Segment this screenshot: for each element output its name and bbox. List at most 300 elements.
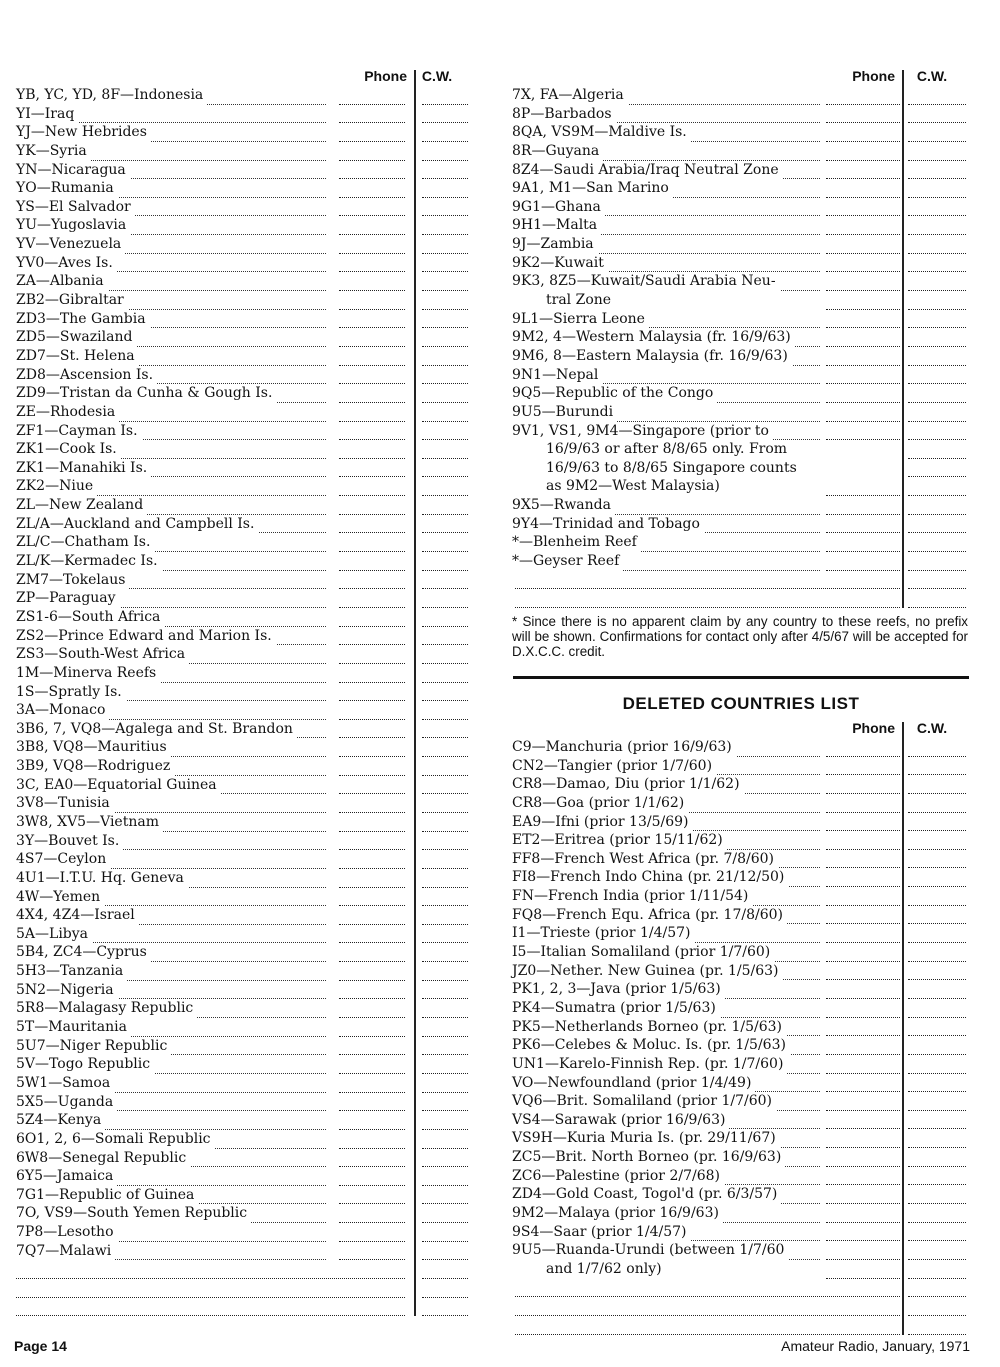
cw-check-field — [422, 552, 468, 571]
phone-check-field — [826, 1092, 900, 1111]
phone-check-field — [339, 794, 405, 813]
country-label: PK5—Netherlands Borneo (pr. 1/5/63) — [512, 1018, 786, 1037]
country-row — [14, 515, 469, 534]
cw-check-field — [422, 123, 468, 142]
cw-check-field — [908, 589, 966, 608]
country-row — [14, 216, 469, 235]
phone-check-field — [826, 1036, 900, 1055]
cw-check-field — [422, 571, 468, 590]
phone-check-field — [339, 776, 405, 795]
country-row — [510, 533, 970, 552]
phone-check-field — [339, 179, 405, 198]
blank-entry-field — [16, 1298, 405, 1317]
country-label: *—Blenheim Reef — [512, 533, 641, 552]
country-row — [14, 943, 469, 962]
phone-check-field — [339, 123, 405, 142]
country-row — [14, 477, 469, 496]
cw-check-field — [908, 161, 966, 180]
phone-check-field — [339, 459, 405, 478]
country-label: 9M6, 8—Eastern Malaysia (fr. 16/9/63) — [512, 347, 792, 366]
country-row — [14, 1037, 469, 1056]
column-separator — [414, 70, 416, 1316]
country-row — [14, 869, 469, 888]
country-row — [14, 757, 469, 776]
country-label: 9M2, 4—Western Malaysia (fr. 16/9/63) — [512, 328, 795, 347]
left-column — [14, 66, 469, 1316]
blank-row — [510, 571, 970, 590]
cw-check-field — [908, 1129, 966, 1148]
phone-check-field — [339, 1242, 405, 1261]
phone-check-field — [826, 943, 900, 962]
country-label: 5T—Mauritania — [16, 1018, 131, 1037]
cw-check-field — [908, 868, 966, 887]
country-label: ZK1—Cook Is. — [16, 440, 121, 459]
phone-check-field — [826, 1167, 900, 1186]
country-row — [510, 1185, 970, 1204]
country-row — [14, 86, 469, 105]
country-label: 3V8—Tunisia — [16, 794, 114, 813]
cw-check-field — [422, 645, 468, 664]
country-row — [14, 888, 469, 907]
country-label: ZC5—Brit. North Borneo (pr. 16/9/63) — [512, 1148, 785, 1167]
cw-check-field — [422, 86, 468, 105]
country-row — [14, 645, 469, 664]
phone-check-field — [339, 366, 405, 385]
cw-check-field — [908, 328, 966, 347]
country-label: 9K3, 8Z5—Kuwait/Saudi Arabia Neu- — [512, 272, 780, 291]
deleted-countries-title: DELETED COUNTRIES LIST — [622, 694, 860, 713]
phone-check-field — [339, 161, 405, 180]
country-row — [510, 291, 970, 310]
country-label: 9Y4—Trinidad and Tobago — [512, 515, 704, 534]
country-label: ZS2—Prince Edward and Marion Is. — [16, 627, 276, 646]
phone-check-field — [339, 1018, 405, 1037]
cw-check-field — [422, 179, 468, 198]
left-country-list — [14, 86, 469, 1316]
cw-check-field — [422, 925, 468, 944]
country-label: ZD7—St. Helena — [16, 347, 139, 366]
country-row — [14, 1055, 469, 1074]
country-label: ZE—Rhodesia — [16, 403, 119, 422]
country-row — [510, 794, 970, 813]
phone-check-field — [339, 310, 405, 329]
page-number: Page 14 — [14, 1338, 67, 1354]
cw-check-field — [908, 347, 966, 366]
deleted-column-header — [510, 718, 970, 738]
cw-check-field — [908, 272, 966, 291]
phone-check-field — [826, 552, 900, 571]
phone-check-field — [339, 645, 405, 664]
cw-check-field — [908, 440, 966, 459]
phone-check-field — [826, 1260, 900, 1279]
cw-check-field — [422, 496, 468, 515]
cw-check-field — [422, 1186, 468, 1205]
reef-footnote: * Since there is no apparent claim by any country to these reefs, no prefix will be shown. Confirmations for contact only after 4/5/67 will be accepted for D.X.C.C. credit. — [512, 614, 968, 659]
country-label: YU—Yugoslavia — [16, 216, 130, 235]
country-label: 5Z4—Kenya — [16, 1111, 105, 1130]
country-row — [14, 850, 469, 869]
country-label: ZP—Paraguay — [16, 589, 120, 608]
country-row — [510, 422, 970, 441]
phone-check-field — [339, 552, 405, 571]
country-row — [510, 1260, 970, 1279]
phone-check-field — [339, 701, 405, 720]
country-row — [14, 1074, 469, 1093]
phone-check-field — [826, 422, 900, 441]
cw-check-field — [422, 1167, 468, 1186]
cw-check-field — [908, 310, 966, 329]
phone-check-field — [826, 328, 900, 347]
phone-check-field — [826, 198, 900, 217]
cw-check-field — [908, 552, 966, 571]
country-label: YO—Rumania — [16, 179, 118, 198]
phone-check-field — [339, 1204, 405, 1223]
phone-check-field — [339, 888, 405, 907]
cw-check-field — [908, 477, 966, 496]
phone-check-field — [339, 664, 405, 683]
cw-check-field — [422, 1242, 468, 1261]
country-label: 9A1, M1—San Marino — [512, 179, 673, 198]
phone-check-field — [826, 1018, 900, 1037]
cw-check-field — [908, 1111, 966, 1130]
phone-check-field — [826, 179, 900, 198]
country-label: 7X, FA—Algeria — [512, 86, 628, 105]
country-label: VS9H—Kuria Muria Is. (pr. 29/11/67) — [512, 1129, 780, 1148]
country-row — [510, 887, 970, 906]
country-label: 6W8—Senegal Republic — [16, 1149, 190, 1168]
country-label: 8Z4—Saudi Arabia/Iraq Neutral Zone — [512, 161, 783, 180]
phone-check-field — [826, 254, 900, 273]
country-row — [510, 1204, 970, 1223]
phone-check-field — [826, 1074, 900, 1093]
country-row — [510, 738, 970, 757]
phone-check-field — [339, 627, 405, 646]
country-label: 5R8—Malagasy Republic — [16, 999, 197, 1018]
phone-check-field — [826, 403, 900, 422]
phone-check-field — [339, 440, 405, 459]
country-row — [14, 664, 469, 683]
cw-header: C.W. — [421, 68, 453, 84]
phone-check-field — [826, 999, 900, 1018]
phone-check-field — [339, 254, 405, 273]
cw-check-field — [908, 459, 966, 478]
country-label: YV0—Aves Is. — [16, 254, 117, 273]
country-row — [510, 216, 970, 235]
phone-check-field — [339, 1186, 405, 1205]
country-label: ZD4—Gold Coast, Togol'd (pr. 6/3/57) — [512, 1185, 781, 1204]
country-label: YS—El Salvador — [16, 198, 135, 217]
country-label: 7P8—Lesotho — [16, 1223, 118, 1242]
country-row — [510, 310, 970, 329]
country-label: *—Geyser Reef — [512, 552, 623, 571]
country-label: YJ—New Hebrides — [16, 123, 151, 142]
cw-check-field — [422, 999, 468, 1018]
country-label: 9X5—Rwanda — [512, 496, 615, 515]
country-row — [14, 925, 469, 944]
country-row — [510, 552, 970, 571]
cw-check-field — [908, 1036, 966, 1055]
phone-check-field — [826, 775, 900, 794]
cw-check-field — [908, 515, 966, 534]
cw-check-field — [422, 477, 468, 496]
phone-check-field — [826, 850, 900, 869]
phone-check-field — [339, 925, 405, 944]
country-label: ZF1—Cayman Is. — [16, 422, 142, 441]
phone-check-field — [339, 533, 405, 552]
cw-check-field — [908, 105, 966, 124]
country-row — [14, 105, 469, 124]
cw-check-field — [908, 235, 966, 254]
phone-check-field — [339, 496, 405, 515]
country-label: VO—Newfoundland (prior 1/4/49) — [512, 1074, 755, 1093]
cw-check-field — [908, 1055, 966, 1074]
country-row — [510, 1241, 970, 1260]
cw-check-field — [908, 831, 966, 850]
cw-check-field — [422, 161, 468, 180]
cw-check-field — [422, 1130, 468, 1149]
country-label: CR8—Damao, Diu (prior 1/1/62) — [512, 775, 744, 794]
country-row — [14, 422, 469, 441]
country-label: 7Q7—Malawi — [16, 1242, 115, 1261]
blank-row — [14, 1260, 469, 1279]
cw-check-field — [422, 757, 468, 776]
cw-check-field — [422, 403, 468, 422]
country-row — [14, 272, 469, 291]
deleted-country-list — [510, 738, 970, 1335]
country-row — [510, 757, 970, 776]
country-row — [510, 142, 970, 161]
country-label: 9U5—Ruanda-Urundi (between 1/7/60 — [512, 1241, 788, 1260]
cw-check-field — [422, 1260, 468, 1279]
country-label: 3Y—Bouvet Is. — [16, 832, 123, 851]
country-label: 9H1—Malta — [512, 216, 601, 235]
country-label: 9V1, VS1, 9M4—Singapore (prior to — [512, 422, 773, 441]
blank-entry-field — [16, 1260, 405, 1279]
phone-check-field — [339, 515, 405, 534]
country-row — [510, 123, 970, 142]
phone-check-field — [339, 943, 405, 962]
country-row — [510, 496, 970, 515]
country-label: EA9—Ifni (prior 13/5/69) — [512, 813, 693, 832]
country-row — [14, 1186, 469, 1205]
cw-check-field — [422, 1018, 468, 1037]
phone-check-field — [826, 738, 900, 757]
cw-check-field — [422, 832, 468, 851]
country-label: 9K2—Kuwait — [512, 254, 608, 273]
cw-check-field — [908, 571, 966, 590]
country-label: tral Zone — [546, 292, 612, 309]
country-label: 3B8, VQ8—Mauritius — [16, 738, 171, 757]
cw-check-field — [422, 347, 468, 366]
country-row — [14, 459, 469, 478]
country-label: FN—French India (prior 1/11/54) — [512, 887, 752, 906]
country-label: ZD9—Tristan da Cunha & Gough Is. — [16, 384, 276, 403]
phone-check-field — [339, 142, 405, 161]
cw-check-field — [908, 943, 966, 962]
country-row — [510, 962, 970, 981]
cw-check-field — [422, 813, 468, 832]
phone-check-field — [339, 999, 405, 1018]
country-row — [510, 272, 970, 291]
phone-check-field — [339, 869, 405, 888]
country-row — [14, 1093, 469, 1112]
country-row — [14, 123, 469, 142]
country-row — [14, 608, 469, 627]
country-label: VS4—Sarawak (prior 16/9/63) — [512, 1111, 729, 1130]
country-row — [510, 943, 970, 962]
country-label: ZB2—Gibraltar — [16, 291, 128, 310]
cw-check-field — [908, 924, 966, 943]
country-label: 1S—Spratly Is. — [16, 683, 126, 702]
cw-check-field — [422, 1223, 468, 1242]
country-label: PK1, 2, 3—Java (prior 1/5/63) — [512, 980, 725, 999]
country-row — [510, 924, 970, 943]
country-label: 9G1—Ghana — [512, 198, 605, 217]
cw-check-field — [422, 533, 468, 552]
country-row — [510, 1129, 970, 1148]
country-label: ZC6—Palestine (prior 2/7/68) — [512, 1167, 724, 1186]
phone-check-field — [339, 962, 405, 981]
country-row — [14, 720, 469, 739]
phone-check-field — [826, 962, 900, 981]
cw-check-field — [908, 1279, 966, 1298]
phone-check-field — [826, 496, 900, 515]
cw-check-field — [422, 627, 468, 646]
cw-check-field — [908, 1260, 966, 1279]
cw-check-field — [422, 235, 468, 254]
phone-check-field — [339, 1223, 405, 1242]
country-row — [14, 161, 469, 180]
country-row — [510, 515, 970, 534]
phone-check-field — [339, 198, 405, 217]
country-row — [510, 868, 970, 887]
country-row — [510, 477, 970, 496]
country-row — [510, 831, 970, 850]
cw-check-field — [908, 403, 966, 422]
country-row — [14, 235, 469, 254]
country-label: 5X5—Uganda — [16, 1093, 117, 1112]
country-row — [14, 776, 469, 795]
left-column-header — [14, 66, 469, 86]
phone-check-field — [339, 608, 405, 627]
country-row — [14, 813, 469, 832]
country-row — [14, 384, 469, 403]
cw-check-field — [422, 216, 468, 235]
cw-check-field — [908, 254, 966, 273]
phone-check-field — [826, 86, 900, 105]
right-country-list — [510, 86, 970, 608]
country-row — [510, 1223, 970, 1242]
cw-check-field — [422, 738, 468, 757]
country-label: 9L1—Sierra Leone — [512, 310, 649, 329]
country-label: C9—Manchuria (prior 16/9/63) — [512, 738, 736, 757]
phone-check-field — [826, 366, 900, 385]
country-row — [14, 571, 469, 590]
column-separator — [902, 722, 904, 1335]
country-label: 5W1—Samoa — [16, 1074, 114, 1093]
country-label: ZL/A—Auckland and Campbell Is. — [16, 515, 258, 534]
cw-check-field — [422, 384, 468, 403]
country-label: ZK1—Manahiki Is. — [16, 459, 151, 478]
phone-check-field — [826, 272, 900, 291]
cw-check-field — [422, 310, 468, 329]
country-row — [14, 1242, 469, 1261]
phone-check-field — [339, 477, 405, 496]
country-label: 7O, VS9—South Yemen Republic — [16, 1204, 251, 1223]
blank-entry-field — [515, 1279, 900, 1298]
cw-check-field — [422, 608, 468, 627]
country-label: 5A—Libya — [16, 925, 92, 944]
cw-check-field — [908, 86, 966, 105]
country-row — [14, 627, 469, 646]
phone-check-field — [339, 738, 405, 757]
phone-check-field — [826, 1204, 900, 1223]
phone-check-field — [826, 515, 900, 534]
cw-check-field — [908, 850, 966, 869]
country-label: ZL/K—Kermadec Is. — [16, 552, 162, 571]
country-label: ZL/C—Chatham Is. — [16, 533, 154, 552]
phone-check-field — [339, 272, 405, 291]
country-label: CR8—Goa (prior 1/1/62) — [512, 794, 688, 813]
country-row — [510, 235, 970, 254]
country-label: 5N2—Nigeria — [16, 981, 118, 1000]
phone-check-field — [826, 142, 900, 161]
country-label: 9Q5—Republic of the Congo — [512, 384, 717, 403]
country-label: 4X4, 4Z4—Israel — [16, 906, 139, 925]
country-label: 3B9, VQ8—Rodriguez — [16, 757, 174, 776]
cw-check-field — [422, 1074, 468, 1093]
country-label: ZA—Albania — [16, 272, 108, 291]
cw-check-field — [908, 906, 966, 925]
country-row — [510, 1092, 970, 1111]
country-label: 9J—Zambia — [512, 235, 598, 254]
country-label: 16/9/63 to 8/8/65 Singapore counts — [546, 459, 797, 476]
phone-check-field — [826, 887, 900, 906]
country-label: I5—Italian Somaliland (prior 1/7/60) — [512, 943, 774, 962]
blank-row — [510, 1316, 970, 1335]
phone-check-field — [826, 794, 900, 813]
phone-check-field — [826, 235, 900, 254]
cw-check-field — [422, 440, 468, 459]
country-row — [510, 850, 970, 869]
phone-check-field — [826, 813, 900, 832]
country-label: 6Y5—Jamaica — [16, 1167, 117, 1186]
cw-check-field — [422, 794, 468, 813]
phone-check-field — [339, 86, 405, 105]
cw-check-field — [908, 384, 966, 403]
cw-check-field — [908, 1241, 966, 1260]
country-row — [14, 832, 469, 851]
country-label: ZS1-6—South Africa — [16, 608, 164, 627]
country-label: PK4—Sumatra (prior 1/5/63) — [512, 999, 720, 1018]
phone-check-field — [339, 683, 405, 702]
country-row — [14, 738, 469, 757]
country-label: 9N1—Nepal — [512, 366, 602, 385]
cw-check-field — [908, 1092, 966, 1111]
country-label: 3C, EA0—Equatorial Guinea — [16, 776, 221, 795]
country-row — [510, 906, 970, 925]
phone-header: Phone — [852, 720, 895, 736]
phone-check-field — [826, 1241, 900, 1260]
country-row — [510, 980, 970, 999]
phone-check-field — [826, 1223, 900, 1242]
phone-check-field — [826, 1129, 900, 1148]
cw-check-field — [422, 869, 468, 888]
cw-header: C.W. — [916, 68, 948, 84]
country-label: 5V—Togo Republic — [16, 1055, 154, 1074]
cw-check-field — [908, 794, 966, 813]
country-label: ZD3—The Gambia — [16, 310, 150, 329]
